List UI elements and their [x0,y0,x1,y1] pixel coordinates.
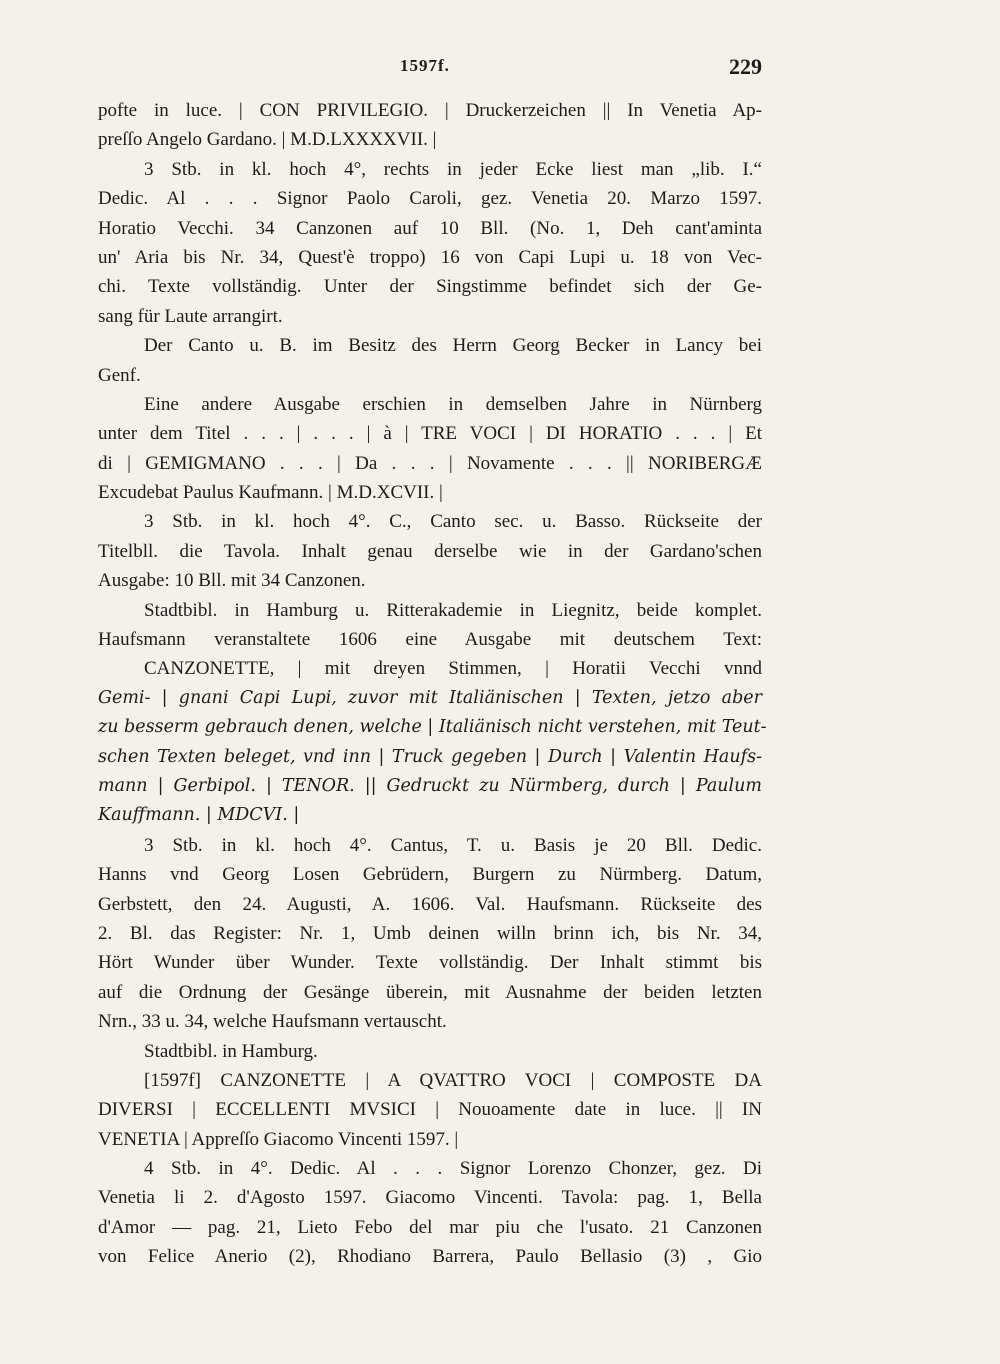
text-line: Dedic. Al . . . Signor Paolo Caroli, gez. Venetia 20. Marzo 1597. [98,188,762,210]
text-line: zu besserm gebrauch denen, welche | Italiänisch nicht verstehen, mit Teut- [98,717,767,738]
text-line: 3 Stb. in kl. hoch 4°. C., Canto sec. u. Basso. Rückseite der [144,511,762,533]
text-line: 3 Stb. in kl. hoch 4°, rechts in jeder Ecke liest man „lib. I.“ [144,158,762,180]
text-line: d'Amor — pag. 21, Lieto Febo del mar piu che l'usato. 21 Canzonen [98,1216,762,1238]
body-text [98,96,767,1272]
page-number: 229 [729,54,762,79]
text-line: Stadtbibl. in Hamburg u. Ritterakademie in Liegnitz, beide komplet. [144,599,762,621]
text-line: [1597f] CANZONETTE | A QVATTRO VOCI | COMPOSTE DA [144,1069,762,1091]
text-line: Gerbstett, den 24. Augusti, A. 1606. Val. Haufsmann. Rückseite des [98,893,762,915]
text-line: Titelbll. die Tavola. Inhalt genau derselbe wie in der Gardano'schen [98,540,762,562]
text-line: Hört Wunder über Wunder. Texte vollständig. Der Inhalt stimmt bis [98,952,762,974]
text-line: preſſo Angelo Gardano. | M.D.LXXXXVII. | [98,129,437,151]
text-line: CANZONETTE, | mit dreyen Stimmen, | Horatii Vecchi vnnd [144,658,762,680]
text-line: Haufsmann veranstaltete 1606 eine Ausgabe mit deutschem Text: [98,629,762,651]
text-line: Der Canto u. B. im Besitz des Herrn Georg Becker in Lancy bei [144,335,762,357]
text-line: unter dem Titel . . . | . . . | à | TRE VOCI | DI HORATIO . . . | Et [98,423,762,445]
text-line: schen Texten beleget, vnd inn | Truck gegeben | Durch | Valentin Haufs- [98,746,762,767]
text-line: mann | Gerbipol. | TENOR. || Gedruckt zu Nürmberg, durch | Paulum [98,775,762,796]
text-line: Excudebat Paulus Kaufmann. | M.D.XCVII. | [98,482,443,504]
text-line: di | GEMIGMANO . . . | Da . . . | Novamente . . . || NORIBERGÆ [98,452,762,474]
text-line: von Felice Anerio (2), Rhodiano Barrera, Paulo Bellasio (3) , Gio [98,1246,762,1268]
text-line: Kauffmann. | MDCVI. | [98,805,300,826]
text-line: Horatio Vecchi. 34 Canzonen auf 10 Bll. (No. 1, Deh cant'aminta [98,217,762,239]
text-line: pofte in luce. | CON PRIVILEGIO. | Druckerzeichen || In Venetia Ap- [98,100,762,121]
text-line: Venetia li 2. d'Agosto 1597. Giacomo Vincenti. Tavola: pag. 1, Bella [98,1187,762,1209]
text-line: DIVERSI | ECCELLENTI MVSICI | Nouoamente date in luce. || IN [98,1099,762,1121]
text-line: auf die Ordnung der Gesänge überein, mit Ausnahme der beiden letzten [98,981,762,1003]
text-line: Hanns vnd Georg Losen Gebrüdern, Burgern zu Nürmberg. Datum, [98,864,762,886]
text-line: Nrn., 33 u. 34, welche Haufsmann vertauscht. [98,1011,447,1033]
text-line: Genf. [98,364,141,386]
page-header [0,56,1000,86]
text-line: un' Aria bis Nr. 34, Quest'è troppo) 16 von Capi Lupi u. 18 von Vec- [98,246,762,268]
text-line: Ausgabe: 10 Bll. mit 34 Canzonen. [98,570,366,592]
text-line: sang für Laute arrangirt. [98,305,283,327]
text-line: VENETIA | Appreſſo Giacomo Vincenti 1597. | [98,1128,459,1150]
text-line: 3 Stb. in kl. hoch 4°. Cantus, T. u. Basis je 20 Bll. Dedic. [144,834,762,856]
text-line: chi. Texte vollständig. Unter der Singstimme befindet sich der Ge- [98,276,762,298]
text-line: Stadtbibl. in Hamburg. [144,1040,318,1062]
text-line: 4 Stb. in 4°. Dedic. Al . . . Signor Lorenzo Chonzer, gez. Di [144,1158,762,1180]
text-line: Gemi- | gnani Capi Lupi, zuvor mit Italiänischen | Texten, jetzo aber [98,687,762,708]
text-line: Eine andere Ausgabe erschien in demselben Jahre in Nürnberg [144,393,762,415]
text-line: 2. Bl. das Register: Nr. 1, Umb deinen willn brinn ich, bis Nr. 34, [98,922,762,944]
running-head: 1597f. [400,56,450,75]
